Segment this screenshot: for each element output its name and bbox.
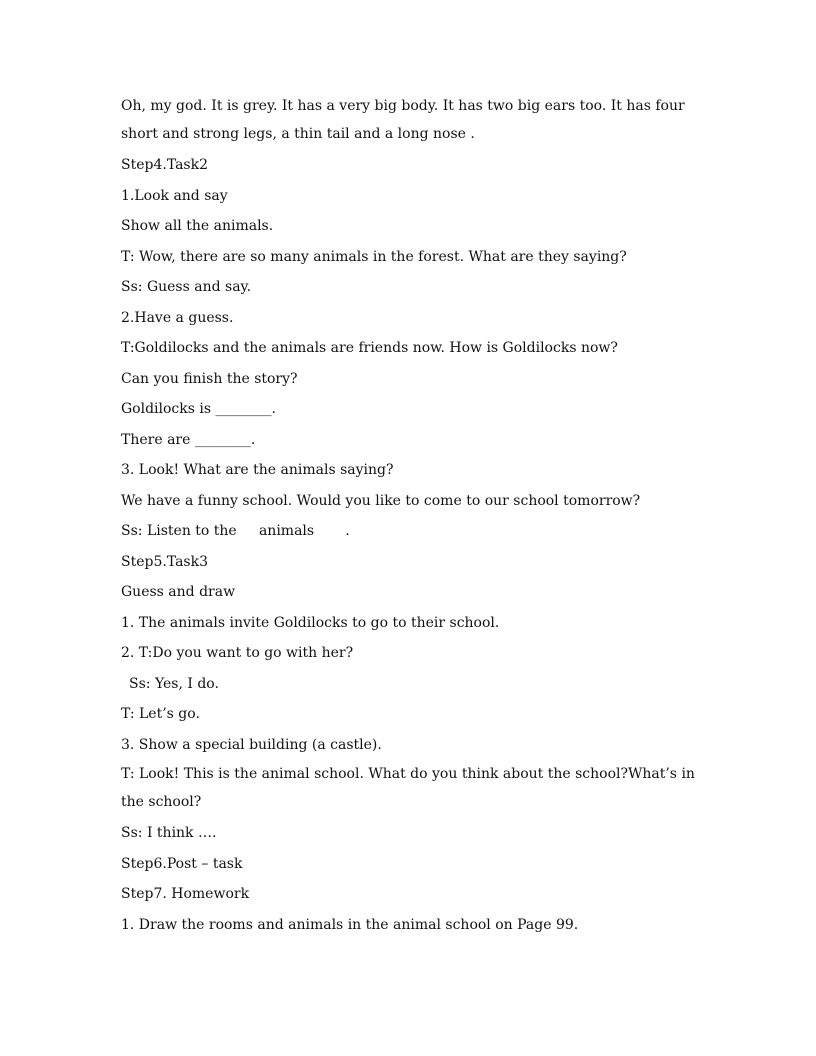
text-line: Guess and draw	[121, 584, 236, 600]
paragraph-animal-school: T: Look! This is the animal school. What do you think about the school?What’s in the school?	[121, 766, 695, 810]
text-line: There are ________.	[121, 431, 256, 448]
step5-heading: Step5.Task3	[121, 553, 208, 570]
text-line: 1. Draw the rooms and animals in the animal school on Page 99.	[121, 916, 579, 933]
text-line: Can you finish the story?	[121, 370, 298, 387]
text-line: 2. T:Do you want to go with her?	[121, 645, 354, 661]
text-line: Ss: Listen to the animals .	[121, 523, 350, 539]
text-line: 3. Look! What are the animals saying?	[121, 462, 394, 478]
text-line: 1. The animals invite Goldilocks to go to their school.	[121, 614, 500, 631]
paragraph-elephant-description: Oh, my god. It is grey. It has a very big body. It has two big ears too. It has four short and strong legs, a thin tail and a long nose .	[121, 98, 685, 142]
text-line: T: Let’s go.	[121, 706, 200, 722]
text-line: Show all the animals.	[121, 218, 274, 234]
step4-heading: Step4.Task2	[121, 157, 208, 173]
text-line: Goldilocks is ________.	[121, 401, 276, 417]
text-line: T: Wow, there are so many animals in the forest. What are they saying?	[121, 248, 627, 265]
text-line: 3. Show a special building (a castle).	[121, 736, 382, 753]
text-line: T:Goldilocks and the animals are friends now. How is Goldilocks now?	[121, 340, 618, 356]
text-line: 2.Have a guess.	[121, 309, 234, 326]
step7-heading: Step7. Homework	[121, 886, 250, 902]
step6-heading: Step6.Post – task	[121, 855, 243, 872]
text-line: Ss: Guess and say.	[121, 279, 252, 295]
text-line: Ss: Yes, I do.	[129, 675, 219, 692]
text-line: Ss: I think ….	[121, 825, 217, 841]
text-line: 1.Look and say	[121, 187, 228, 204]
document-body	[121, 92, 701, 940]
text-line: We have a funny school. Would you like to come to our school tomorrow?	[121, 492, 641, 509]
